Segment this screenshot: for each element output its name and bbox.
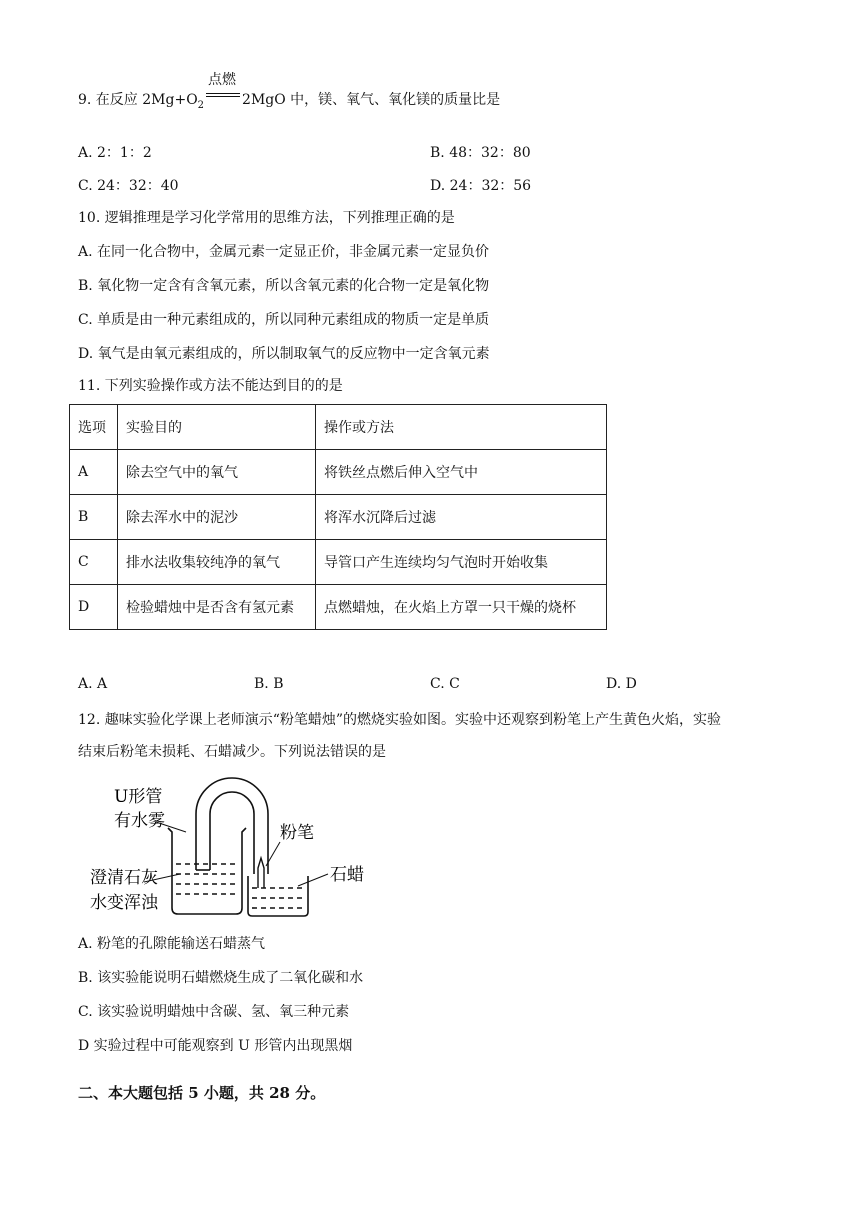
reaction-condition: 点燃	[208, 72, 237, 88]
u-tube-label: U形管	[114, 787, 163, 807]
table-cell: 导管口产生连续均匀气泡时开始收集	[316, 540, 607, 585]
q12-option-c: C. 该实验说明蜡烛中含碳、氢、氧三种元素	[78, 1004, 350, 1020]
q9-option-a: A. 2：1：2	[78, 145, 152, 161]
q12-stem-line2: 结束后粉笔未损耗、石蜡减少。下列说法错误的是	[78, 744, 386, 760]
table-cell: D	[70, 585, 118, 630]
q12-option-b: B. 该实验能说明石蜡燃烧生成了二氧化碳和水	[78, 970, 364, 986]
q9-prefix: 9. 在反应 2Mg+O	[78, 92, 198, 108]
q10-stem: 10. 逻辑推理是学习化学常用的思维方法，下列推理正确的是	[78, 210, 455, 226]
q10-option-c: C. 单质是由一种元素组成的，所以同种元素组成的物质一定是单质	[78, 312, 490, 328]
q11-stem: 11. 下列实验操作或方法不能达到目的的是	[78, 378, 343, 394]
table-cell: B	[70, 495, 118, 540]
q9-suffix: 2MgO 中，镁、氧气、氧化镁的质量比是	[242, 92, 501, 108]
q12-stem-line1: 12. 趣味实验化学课上老师演示“粉笔蜡烛”的燃烧实验如图。实验中还观察到粉笔上产生黄色火焰，实验	[78, 712, 722, 728]
table-cell: C	[70, 540, 118, 585]
paraffin-dish	[248, 876, 308, 916]
u-tube	[196, 778, 268, 874]
q9-option-c: C. 24：32：40	[78, 178, 179, 194]
table-header-cell: 操作或方法	[316, 405, 607, 450]
table-header-cell: 选项	[70, 405, 118, 450]
table-cell: 检验蜡烛中是否含有氢元素	[118, 585, 316, 630]
chalk	[258, 858, 264, 888]
table-row	[70, 495, 607, 540]
beaker	[168, 828, 246, 914]
q11-option-d: D. D	[606, 676, 637, 692]
q11-option-a: A. A	[78, 676, 108, 692]
table-cell: 除去浑水中的泥沙	[118, 495, 316, 540]
limewater-label-1: 澄清石灰	[90, 868, 158, 888]
q9-stem	[78, 72, 501, 116]
limewater-label-2: 水变浑浊	[90, 893, 158, 913]
water-mist-label: 有水雾	[114, 811, 165, 831]
q11-option-b: B. B	[254, 676, 284, 692]
section-heading: 二、本大题包括 5 小题，共 28 分。	[78, 1084, 326, 1102]
q10-option-b: B. 氧化物一定含有含氧元素，所以含氧元素的化合物一定是氧化物	[78, 278, 490, 294]
table-row	[70, 585, 607, 630]
table-cell: 除去空气中的氧气	[118, 450, 316, 495]
table-cell: A	[70, 450, 118, 495]
table-header-row	[70, 405, 607, 450]
table-row	[70, 450, 607, 495]
q9-option-d: D. 24：32：56	[430, 178, 532, 194]
table-cell: 点燃蜡烛，在火焰上方罩一只干燥的烧杯	[316, 585, 607, 630]
table-cell: 将铁丝点燃后伸入空气中	[316, 450, 607, 495]
q10-option-d: D. 氧气是由氧元素组成的，所以制取氧气的反应物中一定含氧元素	[78, 346, 490, 362]
q9-subscript: 2	[197, 99, 205, 111]
q9-option-b: B. 48：32：80	[430, 145, 531, 161]
q10-option-a: A. 在同一化合物中，金属元素一定显正价，非金属元素一定显负价	[78, 244, 490, 260]
q12-option-a: A. 粉笔的孔隙能输送石蜡蒸气	[78, 936, 266, 952]
table-cell: 将浑水沉降后过滤	[316, 495, 607, 540]
reaction-condition-sign	[204, 72, 242, 104]
table-cell: 排水法收集较纯净的氧气	[118, 540, 316, 585]
table-row	[70, 540, 607, 585]
table-header-cell: 实验目的	[118, 405, 316, 450]
chalk-candle-apparatus-figure	[80, 770, 380, 920]
q12-option-d: D 实验过程中可能观察到 U 形管内出现黑烟	[78, 1038, 353, 1054]
paraffin-label: 石蜡	[330, 865, 364, 885]
chalk-label: 粉笔	[280, 823, 314, 843]
q11-option-c: C. C	[430, 676, 460, 692]
experiment-table	[69, 404, 607, 630]
